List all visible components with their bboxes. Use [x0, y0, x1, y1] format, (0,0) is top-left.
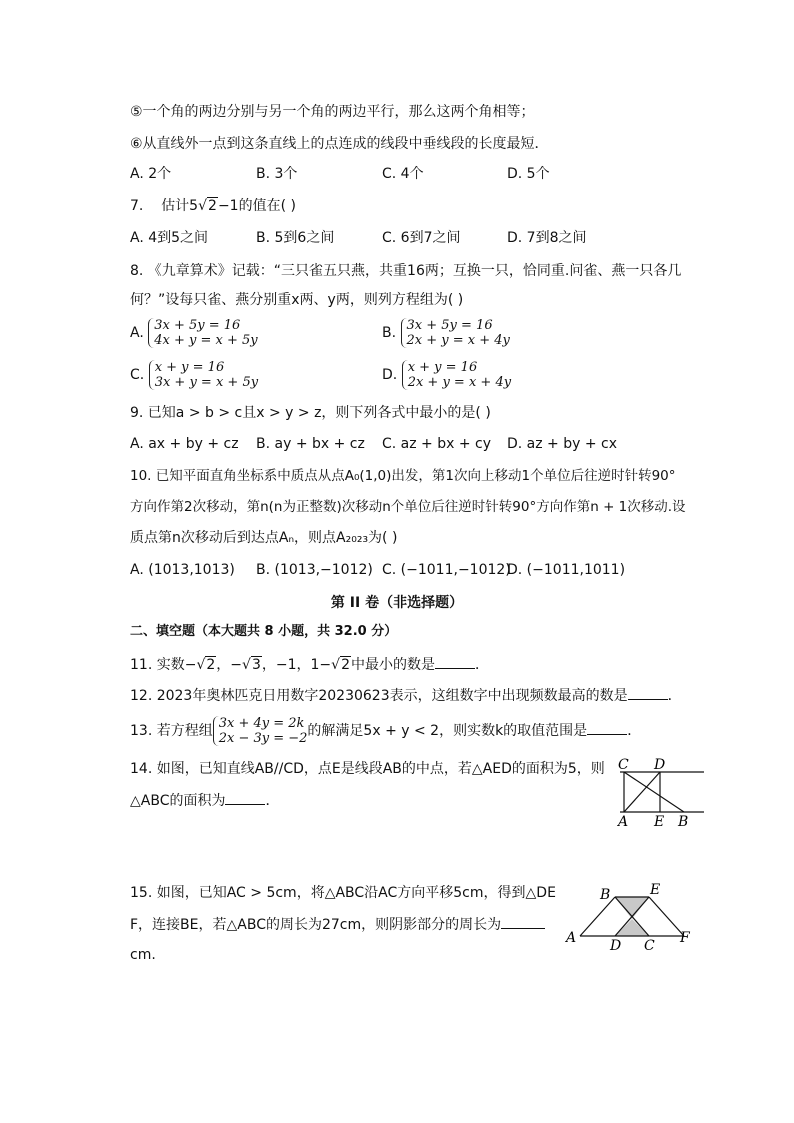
q12-period: ． [667, 688, 682, 704]
q8-line2: 何？”设每只雀、燕分别重x两、y两，则列方程组为( ) [130, 292, 464, 308]
q7-text-post: −1的值在( ) [217, 198, 296, 214]
q10-option-d: D. (−1011,1011) [507, 562, 626, 578]
q9-text: 9. 已知a > b > c且x > y > z，则下列各式中最小的是( ) [130, 405, 491, 421]
q11-sqrt3-symbol: √ [331, 657, 341, 673]
q8-d-system [402, 360, 511, 390]
q8-b-eq1: 3x + 5y = 16 [406, 318, 493, 333]
q8-line1: 8. 《九章算术》记载：“三只雀五只燕，共重16两；互换一只，恰同重.问雀、燕一只各几 [130, 263, 682, 279]
q13-pre: 13. 若方程组 [130, 723, 213, 739]
question-7 [130, 196, 296, 216]
q11-radicand-1: 2 [206, 657, 216, 673]
q14-figure [614, 758, 706, 830]
q14-line2-wrap [130, 790, 279, 811]
q15-label-c: C [644, 938, 655, 952]
q7-radicand: 2 [208, 198, 217, 214]
q10-line1: 10. 已知平面直角坐标系中质点从点A₀(1,0)出发，第1次向上移动1个单位后往逆时针转90° [130, 468, 676, 484]
q15-figure [562, 882, 702, 952]
section2-heading: 二、填空题（本大题共 8 小题，共 32.0 分） [130, 624, 398, 639]
q7-option-a: A. 4到5之间 [130, 230, 209, 246]
q11-answer-blank[interactable] [435, 654, 475, 669]
q14-label-b: B [678, 814, 689, 830]
q14-line1: 14. 如图，已知直线AB//CD，点E是线段AB的中点，若△AED的面积为5，则 [130, 761, 605, 777]
q11-period: ． [475, 657, 489, 673]
q9-option-c: C. az + bx + cy [382, 436, 492, 452]
q9-option-b: B. ay + bx + cz [256, 436, 365, 452]
q11-post: 中最小的数是 [351, 657, 435, 673]
q7-option-b: B. 5到6之间 [256, 230, 335, 246]
q13-period: ． [627, 723, 642, 739]
question-12 [130, 685, 682, 706]
q6-option-d: D. 5个 [507, 166, 550, 182]
q6-option-b: B. 3个 [256, 166, 298, 182]
q8-a-label: A. [130, 325, 144, 341]
statement-6: ⑥从直线外一点到这条直线上的点连成的线段中垂线段的长度最短． [130, 136, 549, 152]
q12-answer-blank[interactable] [628, 685, 668, 700]
q13-system [213, 716, 308, 746]
q14-label-c: C [618, 758, 629, 773]
q8-a-system [148, 318, 257, 348]
q8-option-b [382, 318, 510, 348]
q14-line2: △ABC的面积为 [130, 793, 226, 809]
q10-option-a: A. (1013,1013) [130, 562, 235, 578]
q13-answer-blank[interactable] [587, 720, 627, 735]
q6-option-a: A. 2个 [130, 166, 172, 182]
q11-sqrt1-symbol: √ [196, 657, 206, 673]
q15-label-b: B [600, 887, 611, 903]
q7-sqrt-symbol: √ [198, 198, 208, 214]
q8-option-d [382, 360, 511, 390]
q8-a-eq2: 4x + y = x + 5y [154, 333, 258, 348]
q15-line1: 15. 如图，已知AC > 5cm，将△ABC沿AC方向平移5cm，得到△DE [130, 885, 556, 901]
part2-title: 第 II 卷（非选择题） [330, 595, 464, 611]
q7-option-c: C. 6到7之间 [382, 230, 461, 246]
q15-label-e: E [650, 882, 661, 898]
q10-line2: 方向作第2次移动，第n(n为正整数)次移动n个单位后往逆时针转90°方向作第n + 1次移动.设 [130, 499, 686, 515]
q9-option-d: D. az + by + cx [507, 436, 618, 452]
q14-label-a: A [618, 814, 629, 830]
q8-b-system [401, 318, 510, 348]
q11-radicand-2: 3 [251, 657, 261, 673]
q11-pre: 11. 实数− [130, 657, 197, 673]
q15-line2: F，连接BE，若△ABC的周长为27cm，则阴影部分的周长为 [130, 917, 502, 933]
question-13 [130, 714, 641, 748]
q14-label-d: D [654, 758, 666, 773]
q8-option-a [130, 318, 258, 348]
q7-number: 7. [130, 198, 144, 214]
q10-option-b: B. (1013,−1012) [256, 562, 373, 578]
q8-d-eq1: x + y = 16 [407, 360, 478, 375]
q8-c-eq2: 3x + y = x + 5y [154, 375, 259, 390]
q8-c-system [149, 360, 258, 390]
q8-option-c [130, 360, 258, 390]
q8-b-eq2: 2x + y = x + 4y [406, 333, 510, 348]
q10-line3: 质点第n次移动后到达点Aₙ，则点A₂₀₂₃为( ) [130, 530, 398, 546]
q9-option-a: A. ax + by + cz [130, 436, 239, 452]
q14-period: ． [265, 793, 280, 809]
q11-mid2: ，−1，1− [261, 657, 332, 673]
q12-text: 12. 2023年奥林匹克日用数字20230623表示，这组数字中出现频数最高的数是 [130, 688, 628, 704]
q10-option-c: C. (−1011,−1012) [382, 562, 511, 578]
q15-answer-blank[interactable] [501, 914, 545, 929]
q15-line3: cm. [130, 947, 156, 963]
q13-eq1: 3x + 4y = 2k [218, 716, 305, 731]
q15-label-f: F [680, 930, 690, 946]
q6-option-c: C. 4个 [382, 166, 424, 182]
q8-a-eq1: 3x + 5y = 16 [154, 318, 241, 333]
q15-line2-wrap [130, 914, 545, 935]
q11-sqrt2-symbol: √ [242, 657, 251, 673]
statement-5: ⑤一个角的两边分别与另一个角的两边平行，那么这两个角相等； [130, 104, 535, 120]
q14-label-e: E [654, 814, 665, 830]
q8-d-eq2: 2x + y = x + 4y [407, 375, 512, 390]
q7-text-pre: 估计5 [161, 198, 199, 214]
q11-radicand-3: 2 [341, 657, 350, 673]
q8-c-label: C. [130, 367, 145, 383]
q8-b-label: B. [382, 325, 397, 341]
q13-post: 的解满足5x + y < 2，则实数k的取值范围是 [307, 723, 588, 739]
q7-option-d: D. 7到8之间 [507, 230, 587, 246]
question-11 [130, 654, 489, 675]
q8-d-label: D. [382, 367, 398, 383]
q8-c-eq1: x + y = 16 [154, 360, 225, 375]
q13-eq2: 2x − 3y = −2 [218, 731, 308, 746]
q15-label-a: A [566, 930, 577, 946]
q15-label-d: D [610, 938, 622, 952]
q11-mid1: ，− [216, 657, 243, 673]
q14-answer-blank[interactable] [225, 790, 265, 805]
